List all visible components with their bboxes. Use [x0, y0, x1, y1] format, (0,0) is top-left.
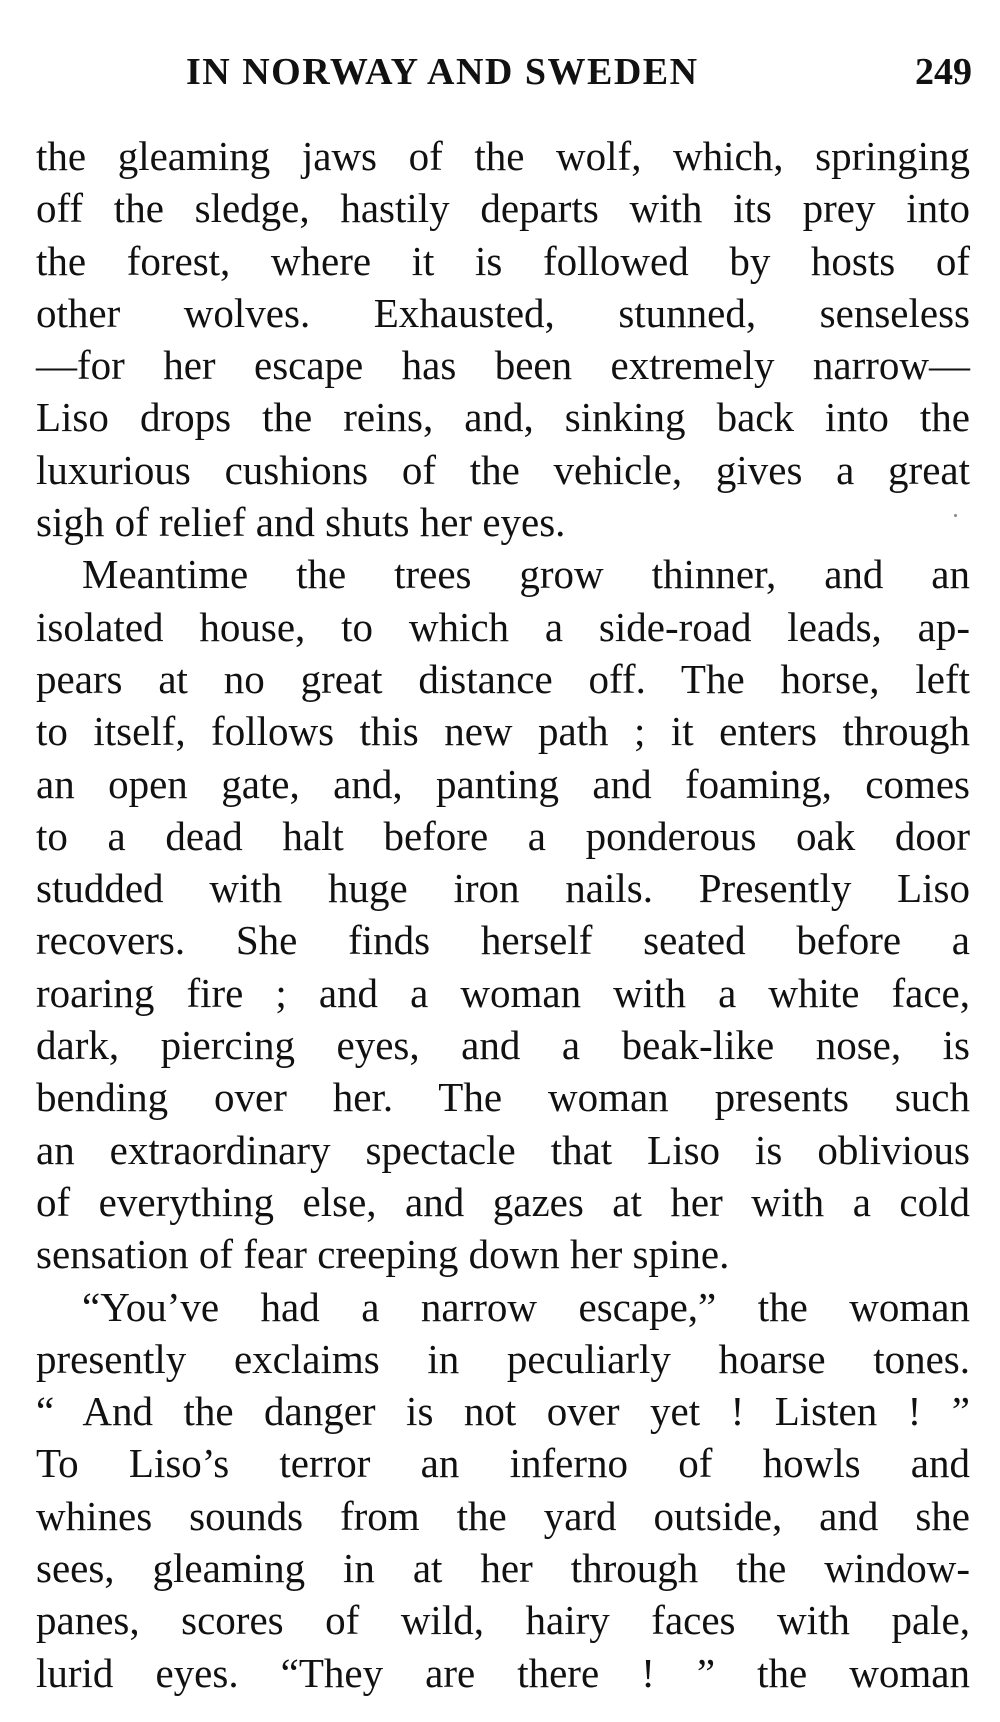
paragraph: [36, 130, 970, 548]
text-line: pears at no great distance off. The horse, left: [36, 655, 970, 702]
text-line: an extraordinary spectacle that Liso is oblivious: [36, 1126, 970, 1173]
text-line: recovers. She finds herself seated before a: [36, 917, 970, 964]
text-line: sensation of fear creeping down her spine.: [36, 1231, 730, 1278]
text-line: of everything else, and gazes at her with a cold: [36, 1178, 970, 1225]
text-line: Meantime the trees grow thinner, and an: [82, 551, 970, 598]
text-line: the gleaming jaws of the wolf, which, springing: [36, 133, 970, 179]
text-line: sees, gleaming in at her through the window-: [36, 1545, 970, 1592]
page-header: [0, 42, 1000, 102]
text-line: dark, piercing eyes, and a beak-like nose, is: [36, 1022, 970, 1069]
text-line: To Liso’s terror an inferno of howls and: [36, 1440, 970, 1487]
text-line: other wolves. Exhausted, stunned, senseless: [36, 289, 970, 336]
print-speck: [954, 514, 957, 517]
text-line: off the sledge, hastily departs with its prey into: [36, 185, 970, 232]
text-line: “You’ve had a narrow escape,” the woman: [82, 1283, 970, 1330]
page-number: 249: [915, 51, 972, 93]
paragraph: [36, 548, 970, 1280]
text-line: lurid eyes. “They are there ! ” the woman: [36, 1649, 970, 1696]
text-line: —for her escape has been extremely narrow—: [36, 342, 970, 389]
text-line: an open gate, and, panting and foaming, comes: [36, 760, 970, 807]
text-line: to itself, follows this new path ; it enters through: [36, 708, 970, 755]
text-line: to a dead halt before a ponderous oak door: [36, 812, 970, 859]
running-head: IN NORWAY AND SWEDEN: [186, 51, 699, 93]
text-line: the forest, where it is followed by hosts of: [36, 237, 970, 284]
text-line: roaring fire ; and a woman with a white face,: [36, 969, 970, 1016]
body-text: [36, 130, 970, 1699]
text-line: sigh of relief and shuts her eyes.: [36, 499, 566, 546]
text-line: luxurious cushions of the vehicle, gives a great: [36, 446, 970, 493]
text-line: whines sounds from the yard outside, and she: [36, 1492, 970, 1539]
paragraph: [36, 1281, 970, 1699]
text-line: “ And the danger is not over yet ! Listen ! ”: [36, 1388, 970, 1435]
text-line: panes, scores of wild, hairy faces with pale,: [36, 1597, 970, 1644]
text-line: isolated house, to which a side-road leads, ap-: [36, 603, 970, 650]
text-line: presently exclaims in peculiarly hoarse tones.: [36, 1335, 970, 1382]
text-line: studded with huge iron nails. Presently Liso: [36, 865, 970, 912]
text-line: Liso drops the reins, and, sinking back into the: [36, 394, 970, 441]
text-line: bending over her. The woman presents such: [36, 1074, 970, 1121]
